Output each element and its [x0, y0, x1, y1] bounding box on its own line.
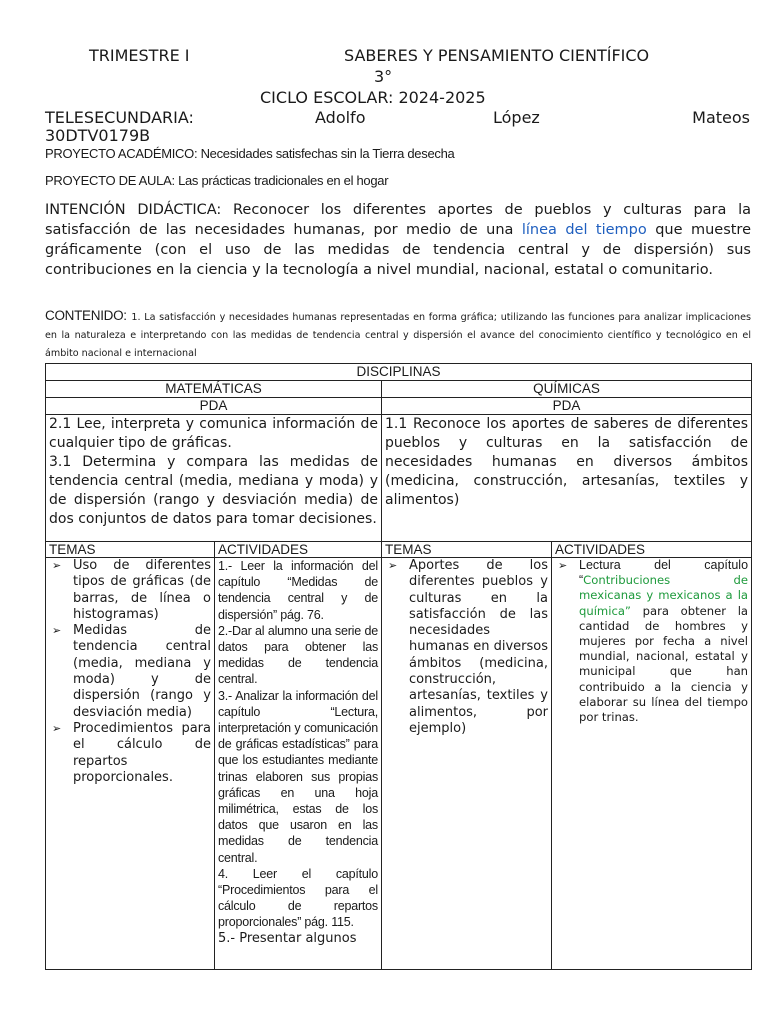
- proyecto-academico: PROYECTO ACADÉMICO: Necesidades satisfechas sin la Tierra desecha: [45, 146, 455, 161]
- temas-quimicas: [382, 558, 552, 970]
- pda-3-1: 3.1 Determina y compara las medidas de tendencia central (media, mediana y moda) y de dispersión (rango y desviación media) de dos conjuntos de datos para tomar decisiones.: [49, 454, 378, 527]
- list-item: [555, 558, 748, 725]
- actividades-header-left: ACTIVIDADES: [215, 542, 382, 558]
- actividades-quimicas: [552, 558, 752, 970]
- school-name-1: Adolfo: [315, 108, 366, 127]
- school-line: [45, 108, 751, 128]
- actividades-header-right: ACTIVIDADES: [552, 542, 752, 558]
- temas-matematicas: [46, 558, 215, 970]
- discipline-quimicas: QUÍMICAS: [382, 381, 752, 398]
- actividad-2: 2.-Dar al alumno una serie de datos para obtener las medidas de tendencia central.: [218, 623, 378, 687]
- school-label: TELESECUNDARIA:: [45, 108, 194, 127]
- actividad-q-highlight: Contribuciones de mexicanas y mexicanos a la química”: [579, 573, 749, 618]
- list-item: ➢ Aportes de los diferentes pueblos y culturas en la satisfacción de las necesidades humanas en diversos ámbitos (medicina, construcción, artesanías, textiles y alimentos, por ejemplo): [385, 558, 548, 737]
- school-name-2: López: [493, 108, 540, 127]
- actividad-q-text: Lectura del capítulo “: [579, 558, 749, 588]
- intencion-didactica: [45, 200, 751, 280]
- contenido-text: 1. La satisfacción y necesidades humanas representadas en forma gráfica; utilizando las funciones para analizar implicaciones en la naturaleza e interpretando con las medidas de tendencia central y dispersión el avance del conocimiento científico y tecnológico en el ámbito nacional e internacional: [45, 312, 751, 359]
- pda-label-right: PDA: [382, 398, 752, 415]
- actividad-1: 1.- Leer la información del capítulo “Medidas de tendencia central y de dispersión” pág. 76.: [218, 559, 378, 622]
- actividad-3: 3.- Analizar la información del capítulo “Lectura, interpretación y comunicación de gráficas estadísticas” para que los estudiantes mediante trinas elaboren sus propias gráficas en una hoja milimétrica, estas de los datos que usaron en las medidas de tendencia central.: [218, 688, 378, 865]
- discipline-matematicas: MATEMÁTICAS: [46, 381, 382, 398]
- pda-1-1: 1.1 Reconoce los aportes de saberes de diferentes pueblos y culturas en la satisfacción de necesidades humanas en diversos ámbitos (medicina, construcción, artesanías, textiles y alimentos): [385, 416, 749, 508]
- temas-header-left: TEMAS: [46, 542, 215, 558]
- subject-title: SABERES Y PENSAMIENTO CIENTÍFICO: [344, 46, 650, 65]
- trimestre-label: TRIMESTRE I: [89, 46, 190, 65]
- intencion-text-end: que muestre gráficamente (con el uso de las medidas de tendencia central y de dispersión) sus contribuciones en la ciencia y la tecnología a nivel mundial, nacional, estatal o comunitario.: [45, 222, 751, 278]
- intencion-highlight: línea del tiempo: [521, 222, 647, 238]
- pda-matematicas: [46, 415, 382, 542]
- table-title: DISCIPLINAS: [46, 364, 752, 381]
- contenido: [45, 308, 751, 362]
- pda-2-1: 2.1 Lee, interpreta y comunica información de cualquier tipo de gráficas.: [49, 416, 378, 451]
- actividad-4: 4. Leer el capítulo “Procedimientos para el cálculo de repartos proporcionales” pág. 115.: [218, 866, 378, 930]
- proyecto-aula: PROYECTO DE AULA: Las prácticas tradicionales en el hogar: [45, 173, 389, 188]
- school-name-3: Mateos: [692, 108, 750, 127]
- school-year: CICLO ESCOLAR: 2024-2025: [260, 88, 486, 107]
- actividades-matematicas: [215, 558, 382, 970]
- actividad-q-text-end: para obtener la cantidad de hombres y mujeres por fecha a nivel mundial, nacional, estatal y municipal que han contribuido a la ciencia y elaborar su línea del tiempo por trinas.: [579, 603, 749, 725]
- intencion-text: INTENCIÓN DIDÁCTICA: Reconocer los diferentes aportes de pueblos y culturas para la satisfacción de las necesidades humanas, por medio de una: [45, 202, 751, 238]
- list-item: ➢ Procedimientos para el cálculo de repartos proporcionales.: [49, 721, 211, 786]
- list-item: ➢ Medidas de tendencia central (media, mediana y moda) y de dispersión (rango y desviación media): [49, 623, 211, 721]
- school-code: 30DTV0179B: [45, 126, 151, 145]
- disciplinas-table: [45, 363, 752, 970]
- grade-label: 3°: [374, 67, 393, 86]
- actividad-5: 5.- Presentar algunos: [218, 930, 357, 946]
- list-item: ➢ Uso de diferentes tipos de gráficas (de barras, de línea o histogramas): [49, 558, 211, 623]
- pda-label-left: PDA: [46, 398, 382, 415]
- pda-quimicas: [382, 415, 752, 542]
- contenido-label: CONTENIDO:: [45, 308, 127, 323]
- temas-header-right: TEMAS: [382, 542, 552, 558]
